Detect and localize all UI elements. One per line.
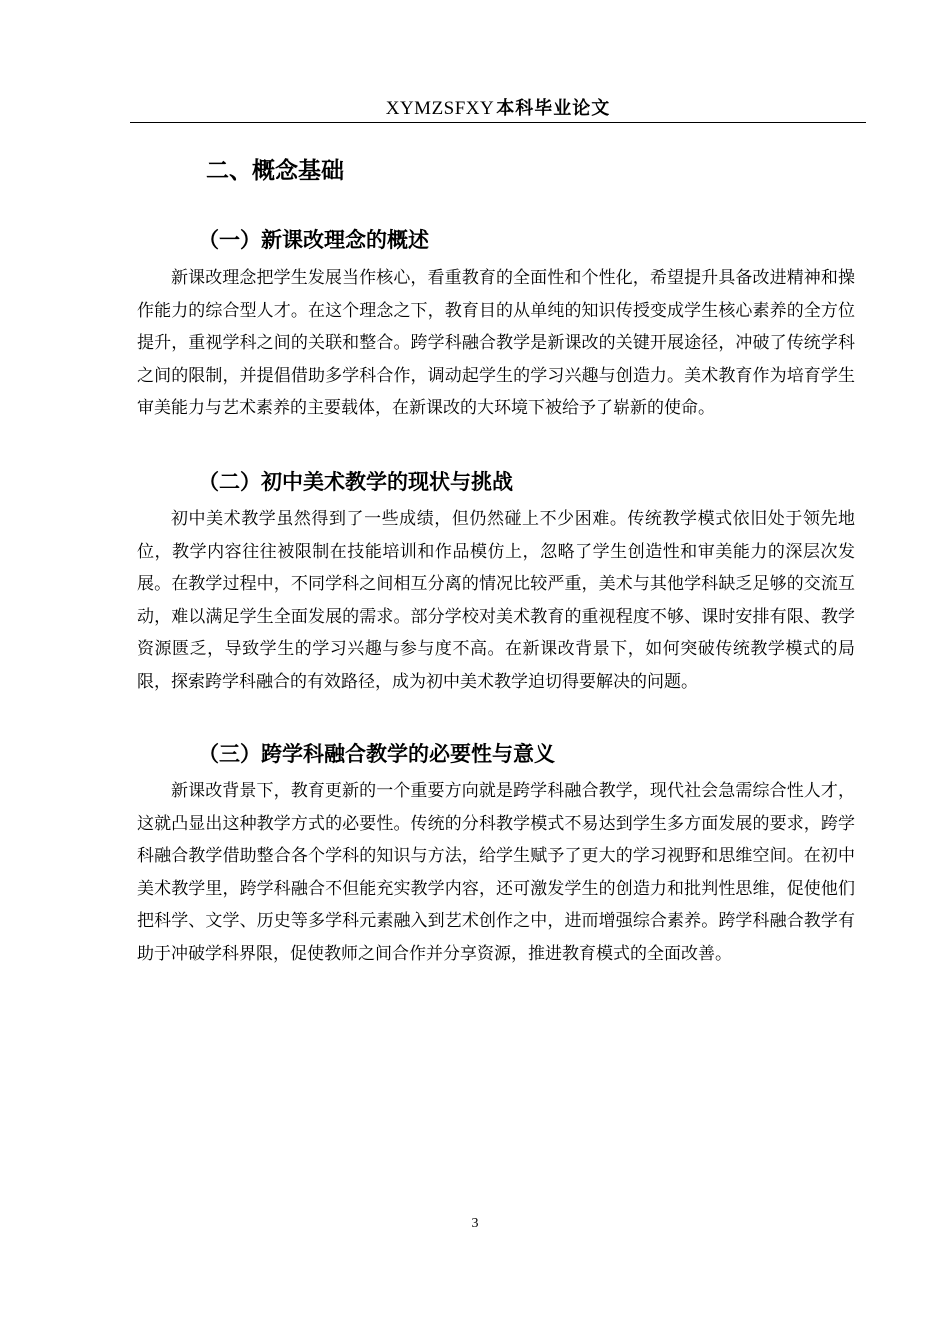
page-number: 3	[471, 1216, 479, 1231]
subsection-title-2: （二）初中美术教学的现状与挑战	[198, 470, 513, 494]
subsection-title-3: （三）跨学科融合教学的必要性与意义	[198, 742, 555, 766]
header-label: 本科毕业论文	[496, 98, 611, 119]
page-header	[130, 94, 866, 123]
header-school-code: XYMZSFXY	[385, 98, 495, 119]
section-title: 二、概念基础	[206, 158, 344, 184]
paragraph-3: 新课改背景下，教育更新的一个重要方向就是跨学科融合教学，现代社会急需综合性人才，这就凸显出这种教学方式的必要性。传统的分科教学模式不易达到学生多方面发展的要求，跨学科融合教学借助整合各个学科的知识与方法，给学生赋予了更大的学习视野和思维空间。在初中美术教学里，跨学科融合不但能充实教学内容，还可激发学生的创造力和批判性思维，促使他们把科学、文学、历史等多学科元素融入到艺术创作之中，进而增强综合素养。跨学科融合教学有助于冲破学科界限，促使教师之间合作并分享资源，推进教育模式的全面改善。	[137, 781, 855, 964]
paragraph-1: 新课改理念把学生发展当作核心，看重教育的全面性和个性化，希望提升具备改进精神和操作能力的综合型人才。在这个理念之下，教育目的从单纯的知识传授变成学生核心素养的全方位提升，重视学科之间的关联和整合。跨学科融合教学是新课改的关键开展途径，冲破了传统学科之间的限制，并提倡借助多学科合作，调动起学生的学习兴趣与创造力。美术教育作为培育学生审美能力与艺术素养的主要载体，在新课改的大环境下被给予了崭新的使命。	[137, 268, 855, 418]
paragraph-2: 初中美术教学虽然得到了一些成绩，但仍然碰上不少困难。传统教学模式依旧处于领先地位，教学内容往往被限制在技能培训和作品模仿上，忽略了学生创造性和审美能力的深层次发展。在教学过程中，不同学科之间相互分离的情况比较严重，美术与其他学科缺乏足够的交流互动，难以满足学生全面发展的需求。部分学校对美术教育的重视程度不够、课时安排有限、教学资源匮乏，导致学生的学习兴趣与参与度不高。在新课改背景下，如何突破传统教学模式的局限，探索跨学科融合的有效路径，成为初中美术教学迫切得要解决的问题。	[137, 509, 855, 692]
subsection-title-1: （一）新课改理念的概述	[198, 228, 429, 252]
